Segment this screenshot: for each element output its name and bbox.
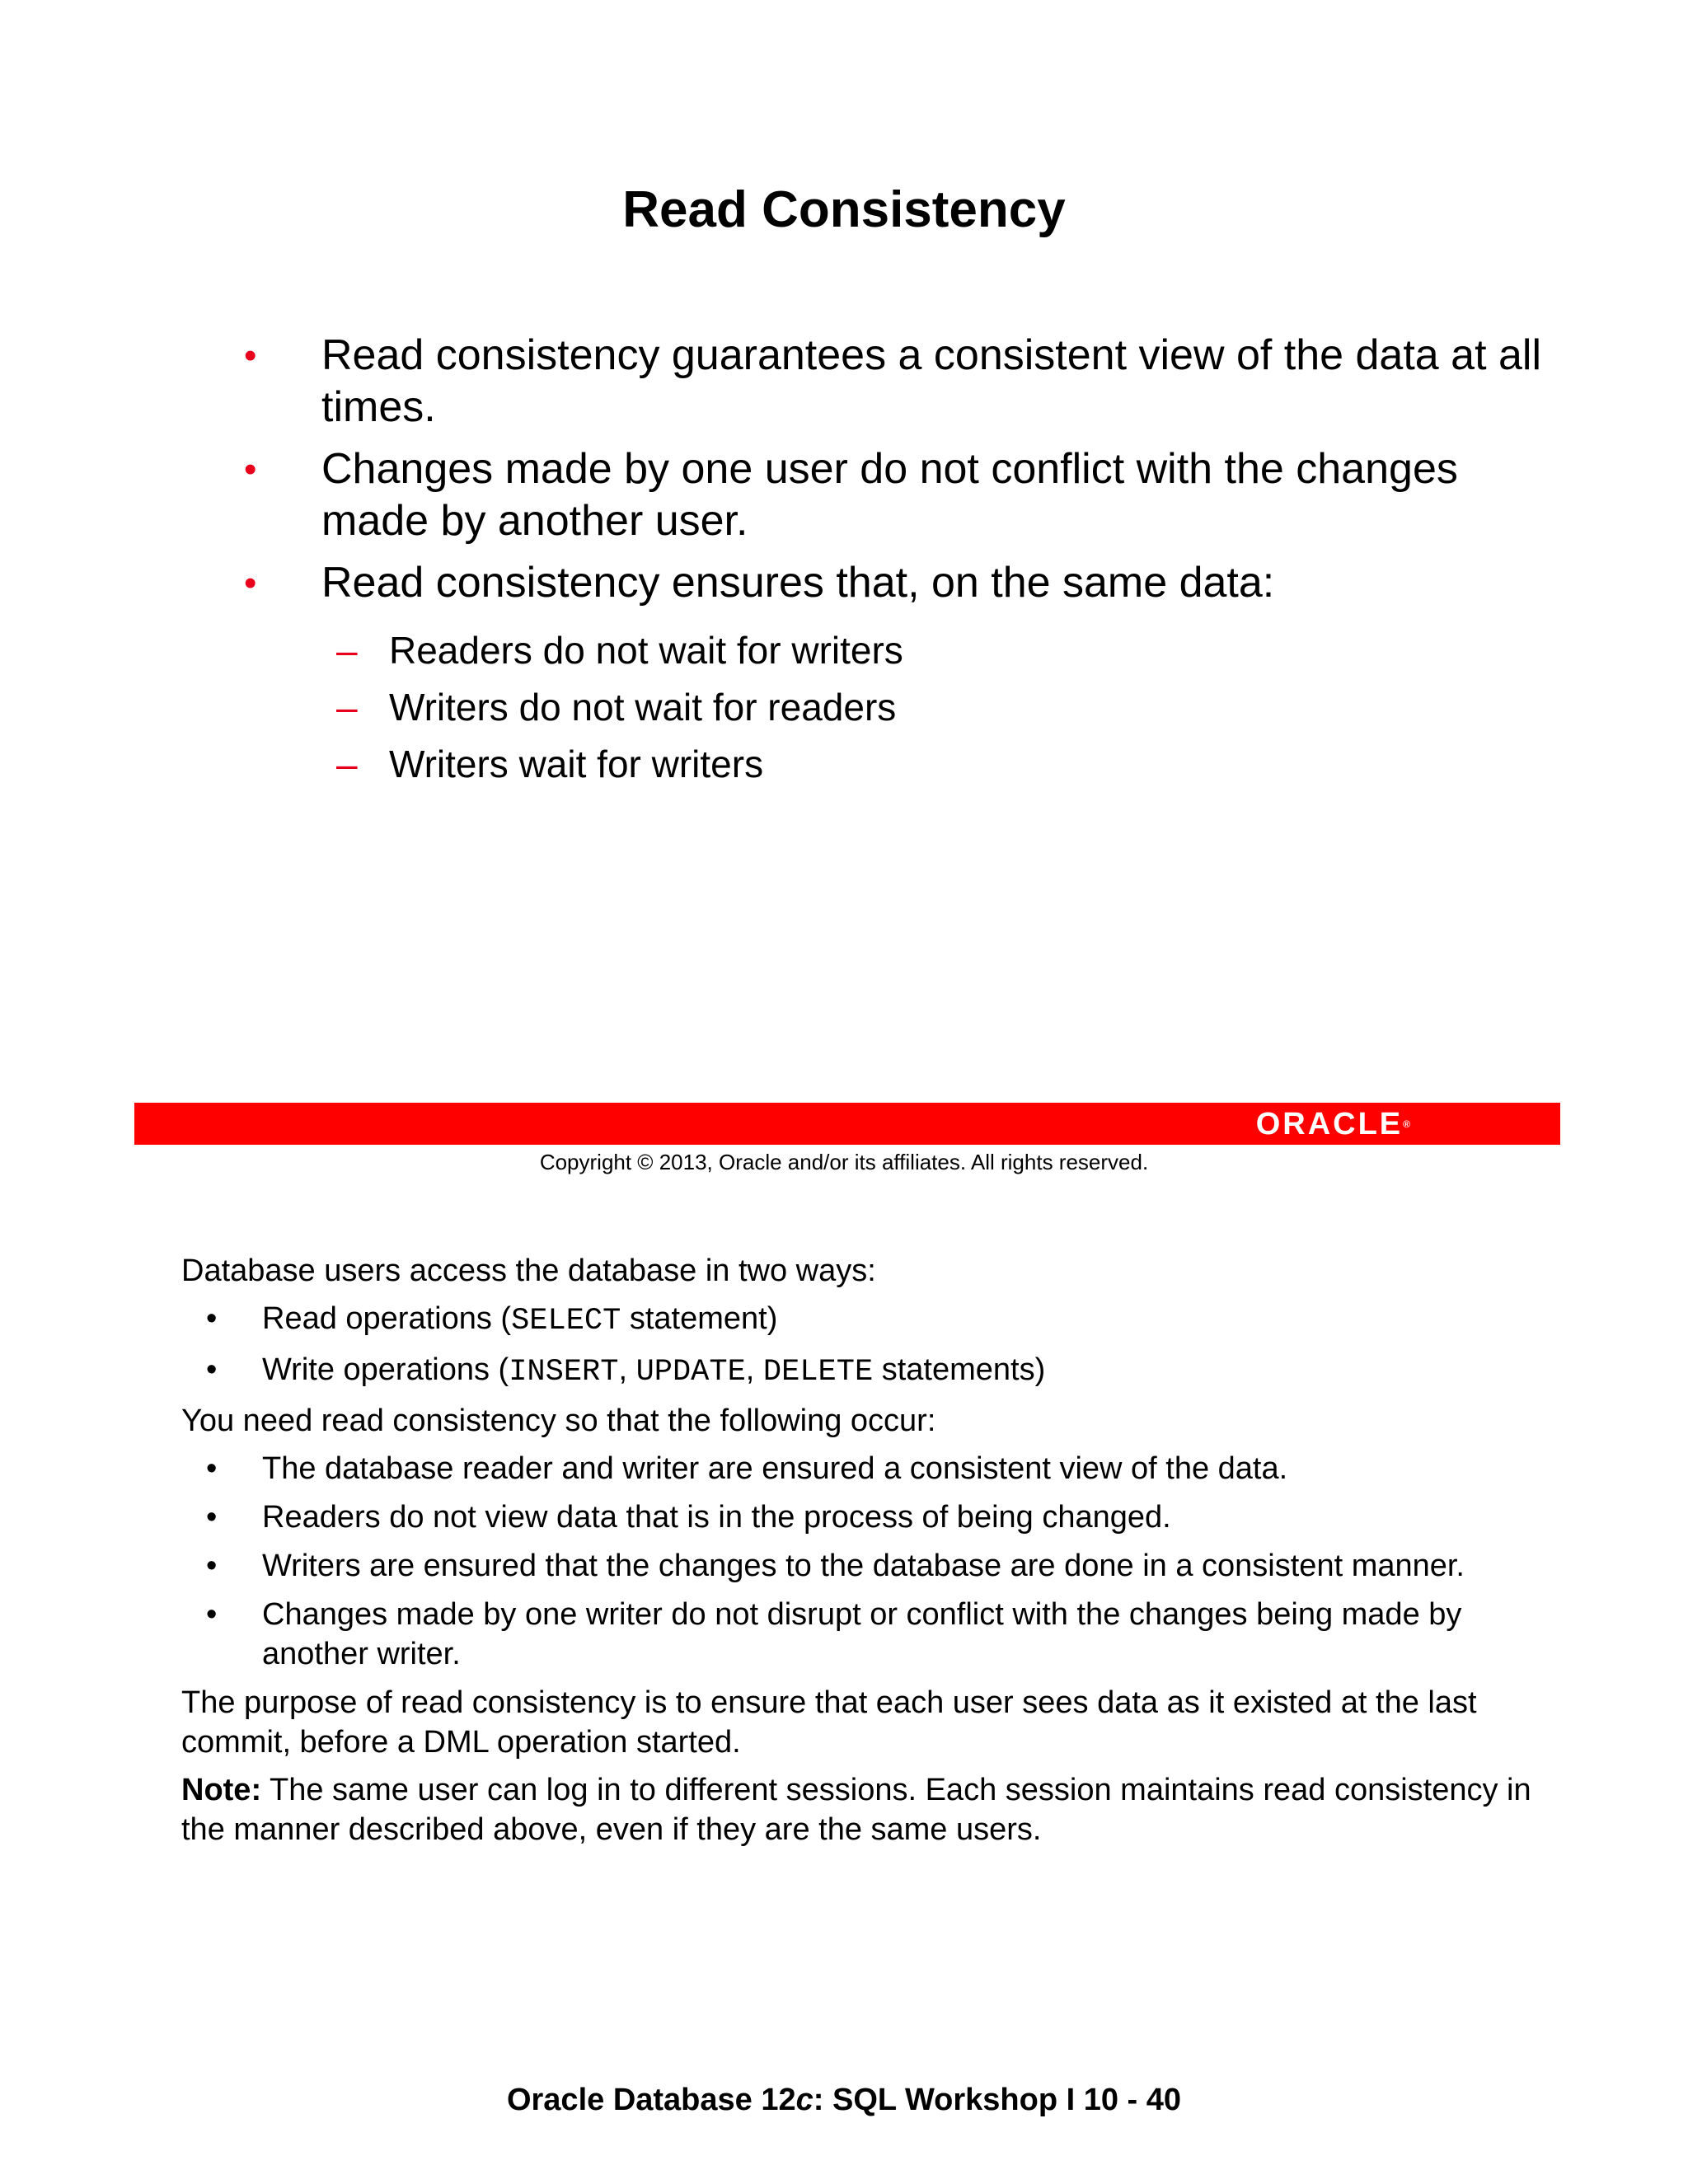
bullet-icon: • [206, 1549, 218, 1583]
list-item-text: Writers are ensured that the changes to the database are done in a consistent manner. [262, 1549, 1465, 1583]
list-item-text: Changes made by one writer do not disrupt or conflict with the changes being made by another writer. [262, 1597, 1462, 1671]
bullet-icon: • [206, 1597, 218, 1632]
list-item-text: , [618, 1352, 636, 1387]
access-ways-list [181, 1299, 1550, 1392]
need-items-list [181, 1449, 1550, 1674]
list-item [181, 1299, 1550, 1341]
dash-icon: – [336, 686, 358, 729]
list-item-text: Read operations ( [262, 1301, 512, 1336]
list-item-text: Readers do not view data that is in the process of being changed. [262, 1500, 1171, 1535]
bullet-icon: • [206, 1352, 218, 1387]
oracle-logo-text: ORACLE [1255, 1107, 1404, 1141]
list-item-text: statements) [873, 1352, 1046, 1387]
slide-sub-bullet-list [330, 622, 903, 793]
list-item [181, 1497, 1550, 1537]
dash-icon: – [336, 743, 358, 785]
slide-bullet-list [239, 330, 1558, 619]
bullet-icon: • [244, 335, 257, 376]
bullet-icon: • [206, 1451, 218, 1486]
bullet-icon: • [206, 1500, 218, 1535]
notes-note [181, 1770, 1550, 1849]
list-item [181, 1449, 1550, 1488]
slide-sub-bullet-text: Writers wait for writers [389, 743, 764, 785]
copyright-notice: Copyright © 2013, Oracle and/or its affiliates. All rights reserved. [539, 1150, 1149, 1174]
footer-text: Oracle Database 12 [506, 2083, 796, 2117]
slide-bullet-text: Changes made by one user do not conflict with the changes made by another user. [321, 445, 1458, 545]
note-text: The same user can log in to different sessions. Each session maintains read consistency in the manner described above, even if they are the same users. [181, 1773, 1531, 1847]
list-item-text: Write operations ( [262, 1352, 509, 1387]
slide-bullet-text: Read consistency guarantees a consistent view of the data at all times. [321, 331, 1541, 431]
slide-title: Read Consistency [622, 181, 1066, 238]
list-item [181, 1546, 1550, 1586]
code-delete: DELETE [762, 1355, 874, 1390]
page-footer [0, 2080, 1688, 2120]
registered-mark: ® [1403, 1118, 1410, 1130]
footer-italic: c [795, 2083, 814, 2117]
oracle-logo [1256, 1107, 1410, 1141]
list-item-text: , [745, 1352, 763, 1387]
note-label: Note: [181, 1773, 262, 1807]
list-item-text: statement) [621, 1301, 778, 1336]
slide-sub-bullet-text: Readers do not wait for writers [389, 629, 903, 672]
list-item [181, 1595, 1550, 1674]
bullet-icon: • [244, 563, 257, 603]
dash-icon: – [336, 629, 358, 672]
notes-intro: Database users access the database in two ways: [181, 1254, 876, 1288]
slide-bullet [239, 443, 1558, 547]
slide-bullet [239, 330, 1558, 434]
notes-section [181, 1251, 1550, 1858]
code-update: UPDATE [635, 1355, 746, 1390]
slide-footer-bar [134, 1103, 1560, 1145]
notes-purpose: The purpose of read consistency is to ensure that each user sees data as it existed at the last commit, before a DML operation started. [181, 1685, 1477, 1760]
list-item [181, 1350, 1550, 1392]
notes-need-intro: You need read consistency so that the following occur: [181, 1404, 936, 1438]
slide-sub-bullet [330, 679, 903, 736]
slide-sub-bullet [330, 622, 903, 679]
footer-page-number: : SQL Workshop I 10 - 40 [813, 2083, 1182, 2117]
slide-sub-bullet-text: Writers do not wait for readers [389, 686, 897, 729]
bullet-icon: • [244, 449, 257, 490]
list-item-text: The database reader and writer are ensured a consistent view of the data. [262, 1451, 1288, 1486]
code-select: SELECT [511, 1304, 621, 1338]
slide-bullet-text: Read consistency ensures that, on the same data: [321, 559, 1275, 607]
code-insert: INSERT [509, 1355, 619, 1390]
bullet-icon: • [206, 1301, 218, 1336]
slide-sub-bullet [330, 736, 903, 793]
slide-bullet [239, 557, 1558, 609]
